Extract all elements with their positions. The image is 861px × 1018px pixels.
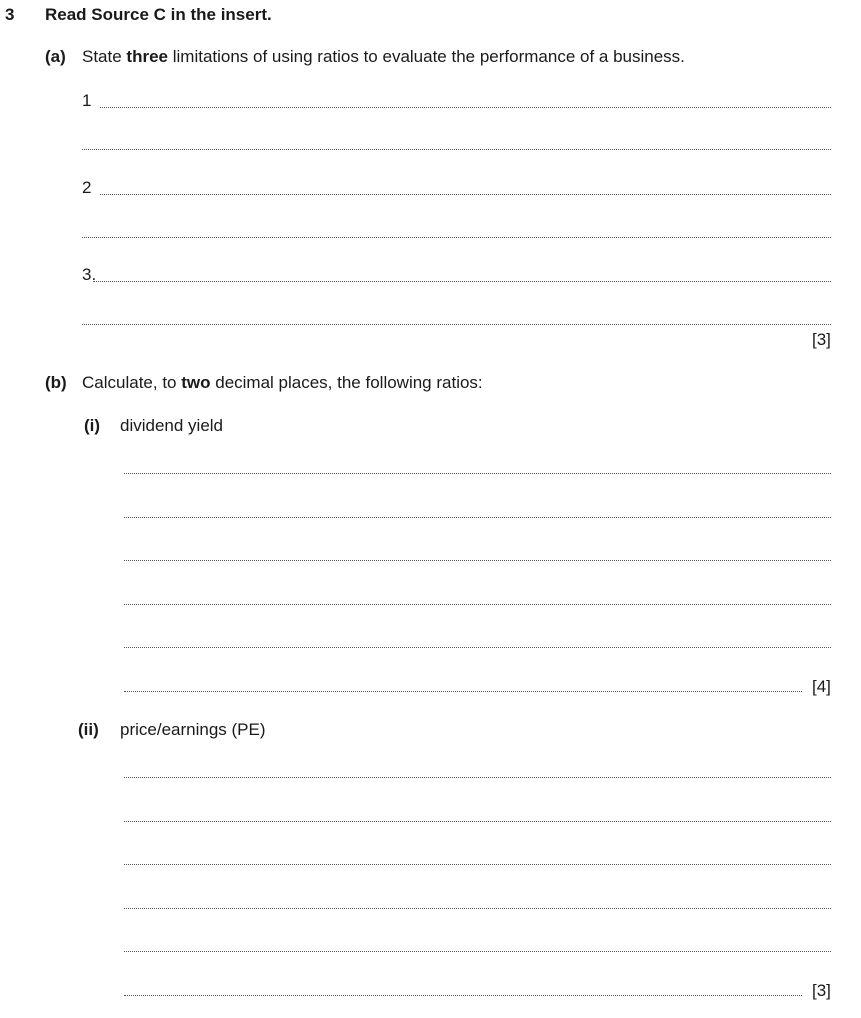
answer-line[interactable] — [100, 194, 831, 195]
part-b-label: (b) — [45, 373, 67, 392]
answer-item-3-label: 3. — [82, 265, 97, 284]
sub-ii-mark: [3] — [812, 981, 831, 1000]
answer-line[interactable] — [124, 517, 831, 518]
question-heading: Read Source C in the insert. — [45, 5, 272, 24]
answer-line[interactable] — [124, 821, 831, 822]
answer-line[interactable] — [124, 995, 802, 996]
answer-line[interactable] — [124, 560, 831, 561]
answer-line[interactable] — [124, 951, 831, 952]
sub-ii-text: price/earnings (PE) — [120, 720, 266, 739]
answer-line[interactable] — [82, 324, 831, 325]
answer-line[interactable] — [93, 281, 831, 282]
answer-line[interactable] — [82, 149, 831, 150]
answer-line[interactable] — [124, 908, 831, 909]
question-number: 3 — [5, 5, 15, 24]
sub-i-text: dividend yield — [120, 416, 224, 435]
answer-item-2-label: 2 — [82, 178, 92, 197]
sub-ii-label: (ii) — [78, 720, 99, 739]
answer-line[interactable] — [124, 647, 831, 648]
answer-line[interactable] — [124, 473, 831, 474]
answer-item-1-label: 1 — [82, 91, 92, 110]
part-a-mark: [3] — [812, 330, 831, 349]
answer-line[interactable] — [124, 691, 802, 692]
answer-line[interactable] — [124, 604, 831, 605]
answer-line[interactable] — [82, 237, 831, 238]
answer-line[interactable] — [100, 107, 831, 108]
sub-i-label: (i) — [84, 416, 101, 435]
part-b-prompt: Calculate, to two decimal places, the following ratios: — [82, 373, 483, 392]
answer-line[interactable] — [124, 864, 831, 865]
sub-i-mark: [4] — [812, 677, 831, 696]
part-a-prompt: State three limitations of using ratios to evaluate the performance of a business. — [82, 47, 685, 66]
answer-line[interactable] — [124, 777, 831, 778]
part-a-label: (a) — [45, 47, 66, 66]
